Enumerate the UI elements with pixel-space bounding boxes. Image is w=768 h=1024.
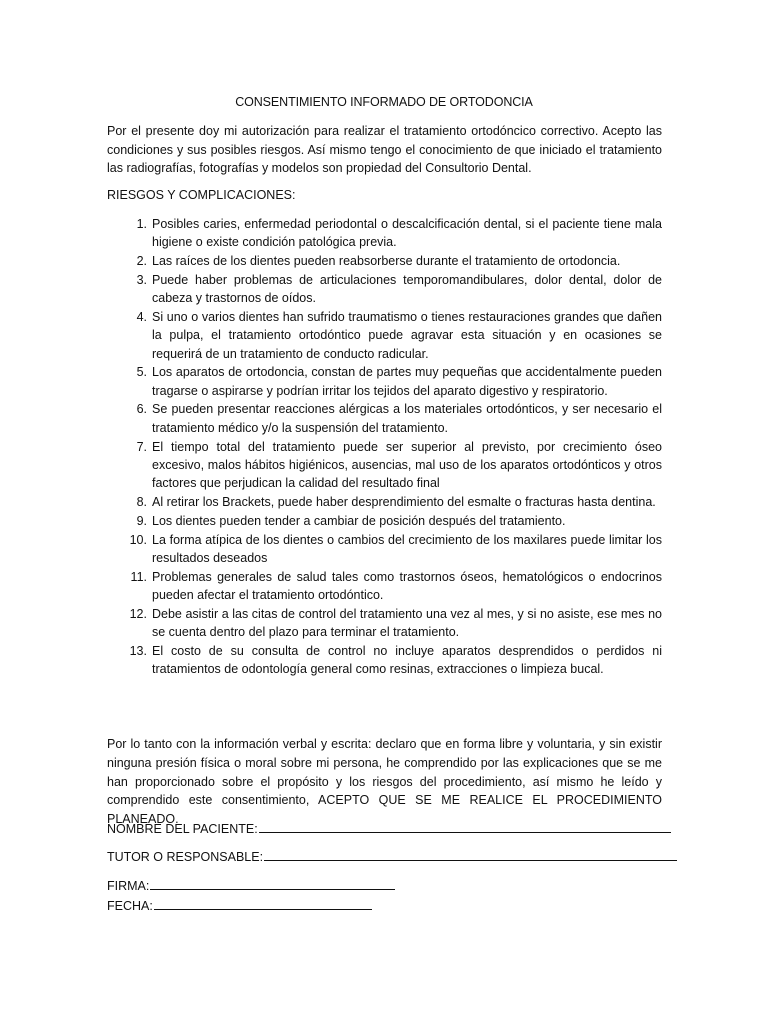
list-item-text: Si uno o varios dientes han sufrido traumatismo o tienes restauraciones grandes que dañen la pulpa, el tratamiento ortodóntico puede agravar esta situación y en ocasiones se requerirá de un tratamiento de conducto radicular. [152,309,662,361]
list-item [107,271,662,308]
list-item-text: Las raíces de los dientes pueden reabsorberse durante el tratamiento de ortodoncia. [152,254,621,269]
list-item [107,568,662,605]
list-item [107,308,662,363]
list-item [107,605,662,642]
list-item-text: La forma atípica de los dientes o cambios del crecimiento de los maxilares puede limitar los resultados deseados [152,532,662,565]
tutor-line[interactable] [264,847,677,861]
list-item [107,531,662,568]
date-line[interactable] [154,896,372,910]
list-item-text: El costo de su consulta de control no incluye aparatos desprendidos o perdidos ni tratamientos de odontología general como resinas, extracciones o limpieza bucal. [152,643,662,677]
date-label: FECHA: [107,899,153,913]
patient-name-line[interactable] [259,819,671,833]
list-item [107,642,662,679]
list-item-number: 6. [136,402,147,417]
list-item [107,252,662,270]
list-item-text: Los dientes pueden tender a cambiar de posición después del tratamiento. [152,513,566,528]
list-item-text: Se pueden presentar reacciones alérgicas a los materiales ortodónticos, y ser necesario el tratamiento médico y/o la suspensión del tratamiento. [152,402,662,435]
list-item-number: 12. [129,606,147,621]
list-item-number: 13. [129,643,147,658]
list-item-number: 10. [129,532,147,547]
tutor-label: TUTOR O RESPONSABLE: [107,850,264,864]
list-item [107,215,662,252]
risks-heading: RIESGOS Y COMPLICACIONES: [107,188,296,202]
signature-line[interactable] [150,876,395,890]
list-item-number: 4. [136,309,147,324]
list-item-text: Problemas generales de salud tales como trastornos óseos, hematológicos o endocrinos pueden afectar el tratamiento ortodóntico. [152,569,662,602]
list-item [107,400,662,437]
document-title: CONSENTIMIENTO INFORMADO DE ORTODONCIA [235,95,533,109]
patient-name-label: NOMBRE DEL PACIENTE: [107,822,258,836]
signature-label: FIRMA: [107,879,150,893]
list-item-number: 7. [136,439,147,454]
list-item-number: 11. [130,569,147,584]
intro-paragraph: Por el presente doy mi autorización para realizar el tratamiento ortodóncico correctivo. Acepto las condiciones y sus posibles riesgos. Así mismo tengo el conocimiento de que iniciado el tratamiento las radiografías, fotografías y modelos son propiedad del Consultorio Dental. [107,124,662,175]
list-item [107,512,662,530]
date-field [107,896,372,915]
list-item-number: 9. [136,513,147,528]
signature-field [107,876,395,895]
patient-name-field [107,819,671,838]
tutor-field [107,847,677,866]
list-item-text: El tiempo total del tratamiento puede ser superior al previsto, por crecimiento óseo excesivo, malos hábitos higiénicos, ausencias, mal uso de los aparatos ortodónticos y otros factores que perjudican la calidad del resultado final [152,439,662,491]
list-item [107,493,662,511]
list-item [107,363,662,400]
list-item [107,438,662,493]
list-item-number: 8. [136,494,147,509]
list-item-number: 2. [136,254,147,269]
list-item-number: 3. [136,272,147,287]
list-item-text: Posibles caries, enfermedad periodontal o descalcificación dental, si el paciente tiene mala higiene o existe condición patológica previa. [152,217,662,250]
list-item-number: 5. [136,365,147,380]
closing-paragraph: Por lo tanto con la información verbal y escrita: declaro que en forma libre y voluntaria, y sin existir ninguna presión física o moral sobre mi persona, he comprendido por las explicaciones que se me han proporcionado sobre el propósito y los riesgos del procedimiento, así mismo he leído y comprendido este consentimiento, ACEPTO QUE SE ME REALICE EL PROCEDIMIENTO PLANEADO. [107,737,662,827]
list-item-number: 1. [136,217,147,231]
list-item-text: Los aparatos de ortodoncia, constan de partes muy pequeñas que accidentalmente pueden tragarse o aspirarse y podrían irritar los tejidos del aparato digestivo y respiratorio. [152,365,662,398]
list-item-text: Debe asistir a las citas de control del tratamiento una vez al mes, y si no asiste, ese mes no se cuenta dentro del plazo para terminar el tratamiento. [152,606,662,640]
risks-list [107,215,662,679]
list-item-text: Al retirar los Brackets, puede haber desprendimiento del esmalte o fracturas hasta dentina. [152,494,656,509]
list-item-text: Puede haber problemas de articulaciones temporomandibulares, dolor dental, dolor de cabeza y trastornos de oídos. [152,272,662,306]
